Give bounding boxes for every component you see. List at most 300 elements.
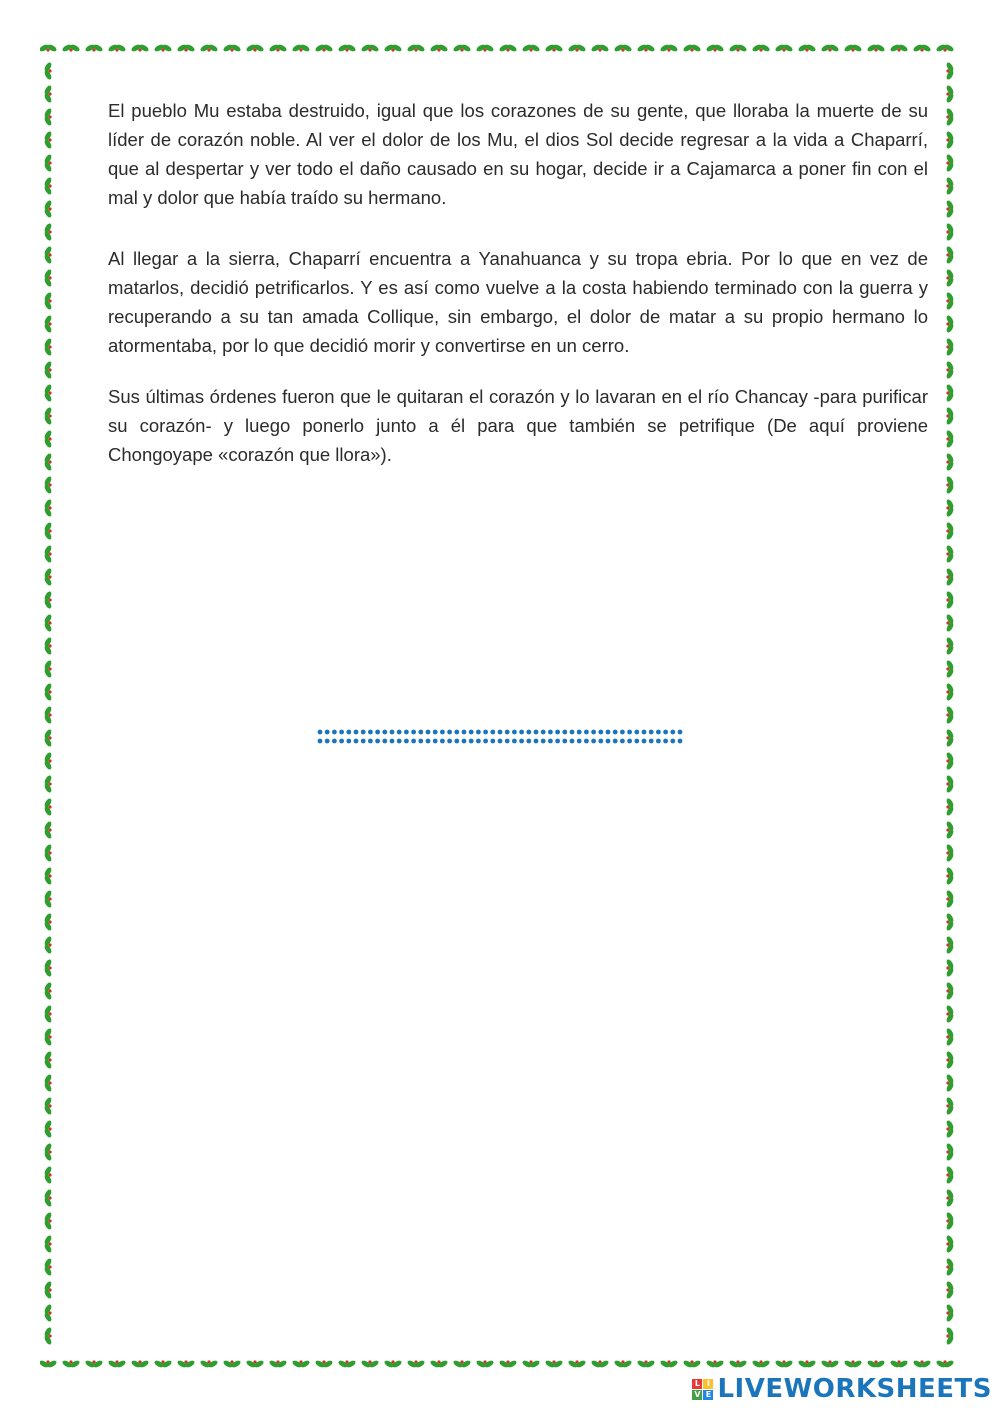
holly-leaf-icon <box>153 43 172 53</box>
holly-leaf-icon <box>43 797 53 816</box>
divider-dot <box>382 730 387 735</box>
divider-dot <box>418 739 423 744</box>
holly-leaf-icon <box>475 43 494 53</box>
divider-dot <box>598 730 603 735</box>
holly-leaf-icon <box>40 43 58 53</box>
divider-dot <box>627 730 632 735</box>
holly-leaf-icon <box>945 1326 955 1345</box>
holly-leaf-icon <box>245 1359 264 1369</box>
holly-leaf-icon <box>314 1359 333 1369</box>
divider-dot <box>476 739 481 744</box>
holly-leaf-icon <box>945 912 955 931</box>
holly-leaf-icon <box>945 383 955 402</box>
holly-leaf-icon <box>43 1257 53 1276</box>
divider-dot <box>570 730 575 735</box>
holly-leaf-icon <box>945 797 955 816</box>
divider-dot <box>440 730 445 735</box>
divider-dot <box>454 730 459 735</box>
holly-leaf-icon <box>43 429 53 448</box>
divider-dot <box>642 730 647 735</box>
holly-leaf-icon <box>659 1359 678 1369</box>
holly-leaf-icon <box>43 383 53 402</box>
divider-dot <box>534 730 539 735</box>
holly-leaf-icon <box>43 291 53 310</box>
holly-leaf-icon <box>945 245 955 264</box>
holly-leaf-icon <box>544 1359 563 1369</box>
holly-leaf-icon <box>843 43 862 53</box>
divider-dot <box>469 730 474 735</box>
holly-leaf-icon <box>199 1359 218 1369</box>
divider-dot <box>678 730 683 735</box>
holly-leaf-icon <box>945 659 955 678</box>
holly-leaf-icon <box>945 751 955 770</box>
holly-leaf-icon <box>843 1359 862 1369</box>
holly-leaf-icon <box>383 43 402 53</box>
holly-leaf-icon <box>43 1073 53 1092</box>
holly-leaf-icon <box>889 43 908 53</box>
holly-leaf-icon <box>945 1004 955 1023</box>
holly-leaf-icon <box>43 866 53 885</box>
holly-leaf-icon <box>945 61 955 80</box>
holly-leaf-icon <box>314 43 333 53</box>
holly-leaf-icon <box>43 84 53 103</box>
holly-leaf-icon <box>945 1303 955 1322</box>
holly-leaf-icon <box>945 636 955 655</box>
divider-dot <box>454 739 459 744</box>
holly-leaf-icon <box>43 1142 53 1161</box>
divider-dot <box>519 739 524 744</box>
divider-dot <box>541 730 546 735</box>
divider-dot <box>382 739 387 744</box>
divider-dot <box>613 739 618 744</box>
holly-leaf-icon <box>945 590 955 609</box>
divider-dot <box>368 739 373 744</box>
logo-text: LIVEWORKSHEETS <box>717 1374 992 1404</box>
holly-leaf-icon <box>43 1119 53 1138</box>
divider-dot <box>346 739 351 744</box>
holly-leaf-icon <box>498 43 517 53</box>
divider-dot <box>483 730 488 735</box>
divider-dot <box>368 730 373 735</box>
holly-leaf-icon <box>590 1359 609 1369</box>
holly-leaf-icon <box>945 153 955 172</box>
holly-leaf-icon <box>498 1359 517 1369</box>
holly-leaf-icon <box>797 1359 816 1369</box>
holly-leaf-icon <box>544 43 563 53</box>
holly-leaf-icon <box>43 590 53 609</box>
paragraph-2: Al llegar a la sierra, Chaparrí encuentra a Yanahuanca y su tropa ebria. Por lo que en vez de matarlos, decidió petrificarlos. Y es así como vuelve a la costa habiendo terminado con la guerra y recuperando a su tan amada Collique, sin embargo, el dolor de matar a su propio hermano lo atormentaba, por lo que decidió morir y convertirse en un cerro. <box>108 248 928 356</box>
holly-leaf-icon <box>406 43 425 53</box>
divider-dot <box>325 739 330 744</box>
holly-leaf-icon <box>360 43 379 53</box>
divider-dot <box>498 730 503 735</box>
holly-leaf-icon <box>682 43 701 53</box>
holly-leaf-icon <box>705 43 724 53</box>
holly-leaf-icon <box>43 268 53 287</box>
holly-leaf-icon <box>945 1257 955 1276</box>
holly-leaf-icon <box>659 43 678 53</box>
holly-leaf-icon <box>429 1359 448 1369</box>
holly-leaf-icon <box>866 43 885 53</box>
divider-dot <box>397 739 402 744</box>
holly-leaf-icon <box>945 84 955 103</box>
divider-dot <box>433 739 438 744</box>
divider-dot <box>490 739 495 744</box>
holly-leaf-icon <box>84 43 103 53</box>
divider-dot <box>339 730 344 735</box>
holly-leaf-icon <box>43 1096 53 1115</box>
holly-leaf-icon <box>268 43 287 53</box>
holly-leaf-icon <box>291 43 310 53</box>
holly-leaf-icon <box>935 1359 954 1369</box>
divider-dot <box>584 730 589 735</box>
holly-leaf-icon <box>945 268 955 287</box>
holly-leaf-icon <box>43 521 53 540</box>
holly-leaf-icon <box>43 705 53 724</box>
divider-dot <box>577 739 582 744</box>
divider-dot <box>649 730 654 735</box>
divider-dot <box>318 739 323 744</box>
divider-dot <box>606 730 611 735</box>
holly-leaf-icon <box>945 452 955 471</box>
holly-leaf-icon <box>43 1004 53 1023</box>
divider-dot <box>663 739 668 744</box>
holly-leaf-icon <box>43 1165 53 1184</box>
divider-dot <box>498 739 503 744</box>
holly-leaf-icon <box>945 1050 955 1069</box>
divider-dot <box>606 739 611 744</box>
holly-leaf-icon <box>43 153 53 172</box>
holly-leaf-icon <box>43 130 53 149</box>
holly-leaf-icon <box>945 429 955 448</box>
holly-leaf-icon <box>945 544 955 563</box>
holly-leaf-icon <box>945 475 955 494</box>
logo-mark-letter: E <box>703 1390 713 1400</box>
holly-leaf-icon <box>945 843 955 862</box>
holly-leaf-icon <box>43 567 53 586</box>
divider-dot <box>512 739 517 744</box>
holly-leaf-icon <box>567 43 586 53</box>
holly-leaf-icon <box>945 866 955 885</box>
liveworksheets-logo <box>692 1375 992 1403</box>
divider-dot <box>678 739 683 744</box>
holly-leaf-icon <box>43 544 53 563</box>
holly-leaf-icon <box>61 43 80 53</box>
holly-leaf-icon <box>945 682 955 701</box>
divider-dot <box>318 730 323 735</box>
divider-dot <box>483 739 488 744</box>
holly-leaf-icon <box>43 935 53 954</box>
holly-leaf-icon <box>636 43 655 53</box>
divider-dot <box>354 739 359 744</box>
holly-leaf-icon <box>268 1359 287 1369</box>
holly-leaf-icon <box>945 820 955 839</box>
divider-dot <box>440 739 445 744</box>
holly-leaf-icon <box>43 774 53 793</box>
logo-mark-letter: I <box>703 1379 713 1389</box>
holly-leaf-icon <box>945 107 955 126</box>
divider-dot <box>354 730 359 735</box>
logo-mark-icon <box>692 1379 713 1400</box>
holly-leaf-icon <box>43 889 53 908</box>
holly-leaf-icon <box>337 1359 356 1369</box>
divider-dot <box>577 730 582 735</box>
dotted-divider <box>317 727 683 747</box>
holly-leaf-icon <box>429 43 448 53</box>
holly-leaf-icon <box>945 705 955 724</box>
holly-leaf-icon <box>43 176 53 195</box>
holly-leaf-icon <box>567 1359 586 1369</box>
holly-leaf-icon <box>43 1303 53 1322</box>
holly-leaf-icon <box>945 222 955 241</box>
divider-dot <box>411 739 416 744</box>
divider-dot <box>505 739 510 744</box>
holly-leaf-icon <box>820 43 839 53</box>
divider-dot <box>634 739 639 744</box>
holly-leaf-icon <box>43 1027 53 1046</box>
divider-dot <box>426 739 431 744</box>
divider-dot <box>339 739 344 744</box>
holly-leaf-icon <box>945 935 955 954</box>
divider-dot <box>505 730 510 735</box>
holly-leaf-icon <box>43 1050 53 1069</box>
holly-leaf-icon <box>130 43 149 53</box>
divider-dot <box>584 739 589 744</box>
holly-leaf-icon <box>705 1359 724 1369</box>
holly-leaf-icon <box>945 337 955 356</box>
holly-leaf-icon <box>945 958 955 977</box>
divider-dot <box>649 739 654 744</box>
divider-dot <box>541 739 546 744</box>
holly-leaf-icon <box>43 751 53 770</box>
divider-dot <box>476 730 481 735</box>
holly-leaf-icon <box>866 1359 885 1369</box>
holly-leaf-icon <box>682 1359 701 1369</box>
holly-leaf-icon <box>945 1119 955 1138</box>
holly-leaf-icon <box>107 43 126 53</box>
holly-leaf-icon <box>774 1359 793 1369</box>
divider-dot <box>570 739 575 744</box>
divider-dot <box>426 730 431 735</box>
divider-dot <box>447 739 452 744</box>
divider-dot <box>462 739 467 744</box>
holly-leaf-icon <box>945 360 955 379</box>
holly-leaf-icon <box>43 1234 53 1253</box>
divider-dot <box>670 739 675 744</box>
divider-dot <box>642 739 647 744</box>
divider-dot <box>390 739 395 744</box>
holly-leaf-icon <box>889 1359 908 1369</box>
divider-dot <box>411 730 416 735</box>
holly-leaf-icon <box>912 1359 931 1369</box>
divider-dot <box>613 730 618 735</box>
divider-dot <box>534 739 539 744</box>
holly-leaf-icon <box>199 43 218 53</box>
divider-dot <box>332 739 337 744</box>
holly-leaf-icon <box>360 1359 379 1369</box>
holly-leaf-icon <box>820 1359 839 1369</box>
holly-leaf-icon <box>945 130 955 149</box>
holly-leaf-icon <box>43 360 53 379</box>
holly-leaf-icon <box>43 1326 53 1345</box>
divider-dot <box>404 730 409 735</box>
holly-leaf-icon <box>945 613 955 632</box>
holly-leaf-icon <box>452 43 471 53</box>
holly-leaf-icon <box>728 1359 747 1369</box>
divider-dot <box>634 730 639 735</box>
holly-leaf-icon <box>945 1280 955 1299</box>
holly-leaf-icon <box>43 199 53 218</box>
holly-leaf-icon <box>613 1359 632 1369</box>
holly-leaf-icon <box>43 613 53 632</box>
holly-leaf-icon <box>176 43 195 53</box>
holly-leaf-icon <box>945 1096 955 1115</box>
divider-dot <box>656 730 661 735</box>
holly-leaf-icon <box>945 1211 955 1230</box>
holly-leaf-icon <box>43 820 53 839</box>
holly-leaf-icon <box>945 774 955 793</box>
holly-leaf-icon <box>935 43 954 53</box>
holly-leaf-icon <box>245 43 264 53</box>
holly-leaf-icon <box>636 1359 655 1369</box>
holly-leaf-icon <box>945 314 955 333</box>
divider-dot <box>591 739 596 744</box>
divider-dot <box>555 739 560 744</box>
holly-leaf-icon <box>61 1359 80 1369</box>
holly-leaf-icon <box>945 1073 955 1092</box>
divider-dot <box>325 730 330 735</box>
holly-leaf-icon <box>945 981 955 1000</box>
divider-dot <box>663 730 668 735</box>
divider-dot <box>375 739 380 744</box>
holly-leaf-icon <box>945 1234 955 1253</box>
divider-dot <box>526 739 531 744</box>
holly-leaf-icon <box>43 222 53 241</box>
divider-dot <box>670 730 675 735</box>
holly-leaf-icon <box>945 176 955 195</box>
divider-dot <box>555 730 560 735</box>
holly-leaf-icon <box>43 1280 53 1299</box>
holly-leaf-icon <box>452 1359 471 1369</box>
divider-dot <box>620 739 625 744</box>
holly-leaf-icon <box>945 889 955 908</box>
divider-dot <box>332 730 337 735</box>
holly-leaf-icon <box>751 1359 770 1369</box>
divider-dot <box>390 730 395 735</box>
holly-leaf-icon <box>751 43 770 53</box>
paragraph-3: Sus últimas órdenes fueron que le quitaran el corazón y lo lavaran en el río Chancay -para purificar su corazón- y luego ponerlo junto a él para que también se petrifique (De aquí proviene Chongoyape «corazón que llora»). <box>108 386 928 465</box>
holly-leaf-icon <box>945 521 955 540</box>
holly-leaf-icon <box>945 728 955 747</box>
holly-leaf-icon <box>945 1188 955 1207</box>
holly-leaf-icon <box>43 843 53 862</box>
divider-dot <box>562 739 567 744</box>
holly-leaf-icon <box>475 1359 494 1369</box>
holly-leaf-icon <box>613 43 632 53</box>
holly-leaf-icon <box>43 475 53 494</box>
divider-dot <box>627 739 632 744</box>
holly-leaf-icon <box>43 245 53 264</box>
holly-leaf-icon <box>774 43 793 53</box>
holly-leaf-icon <box>222 43 241 53</box>
divider-dot <box>404 739 409 744</box>
divider-dot <box>490 730 495 735</box>
holly-leaf-icon <box>291 1359 310 1369</box>
holly-leaf-icon <box>383 1359 402 1369</box>
holly-leaf-icon <box>43 659 53 678</box>
divider-dot <box>469 739 474 744</box>
holly-leaf-icon <box>337 43 356 53</box>
holly-leaf-icon <box>43 981 53 1000</box>
holly-leaf-icon <box>590 43 609 53</box>
divider-dot <box>433 730 438 735</box>
holly-leaf-icon <box>728 43 747 53</box>
holly-leaf-icon <box>43 406 53 425</box>
holly-leaf-icon <box>912 43 931 53</box>
holly-leaf-icon <box>945 406 955 425</box>
logo-mark-letter: L <box>692 1379 702 1389</box>
holly-leaf-icon <box>43 1188 53 1207</box>
divider-dot <box>548 739 553 744</box>
holly-leaf-icon <box>43 107 53 126</box>
divider-dot <box>591 730 596 735</box>
dotted-divider-graphic <box>317 727 683 747</box>
divider-dot <box>562 730 567 735</box>
holly-leaf-icon <box>43 337 53 356</box>
holly-leaf-icon <box>406 1359 425 1369</box>
holly-leaf-icon <box>43 498 53 517</box>
divider-dot <box>462 730 467 735</box>
divider-dot <box>375 730 380 735</box>
holly-leaf-icon <box>945 498 955 517</box>
holly-leaf-icon <box>84 1359 103 1369</box>
holly-leaf-icon <box>130 1359 149 1369</box>
holly-leaf-icon <box>521 43 540 53</box>
holly-leaf-icon <box>43 912 53 931</box>
divider-dot <box>512 730 517 735</box>
holly-leaf-icon <box>945 291 955 310</box>
holly-leaf-icon <box>43 728 53 747</box>
divider-dot <box>548 730 553 735</box>
holly-leaf-icon <box>43 636 53 655</box>
holly-leaf-icon <box>945 1027 955 1046</box>
holly-leaf-icon <box>222 1359 241 1369</box>
holly-leaf-icon <box>40 1359 58 1369</box>
holly-leaf-icon <box>107 1359 126 1369</box>
divider-dot <box>361 739 366 744</box>
divider-dot <box>418 730 423 735</box>
divider-dot <box>526 730 531 735</box>
holly-leaf-icon <box>153 1359 172 1369</box>
holly-leaf-icon <box>945 199 955 218</box>
holly-leaf-icon <box>43 958 53 977</box>
divider-dot <box>620 730 625 735</box>
holly-leaf-icon <box>43 314 53 333</box>
holly-leaf-icon <box>521 1359 540 1369</box>
holly-leaf-icon <box>43 452 53 471</box>
divider-dot <box>397 730 402 735</box>
holly-leaf-icon <box>43 1211 53 1230</box>
holly-leaf-icon <box>945 567 955 586</box>
divider-dot <box>598 739 603 744</box>
holly-leaf-icon <box>176 1359 195 1369</box>
holly-leaf-icon <box>945 1165 955 1184</box>
holly-leaf-icon <box>945 1142 955 1161</box>
holly-leaf-icon <box>43 61 53 80</box>
divider-dot <box>447 730 452 735</box>
logo-mark-letter: V <box>694 1389 701 1399</box>
divider-dot <box>346 730 351 735</box>
